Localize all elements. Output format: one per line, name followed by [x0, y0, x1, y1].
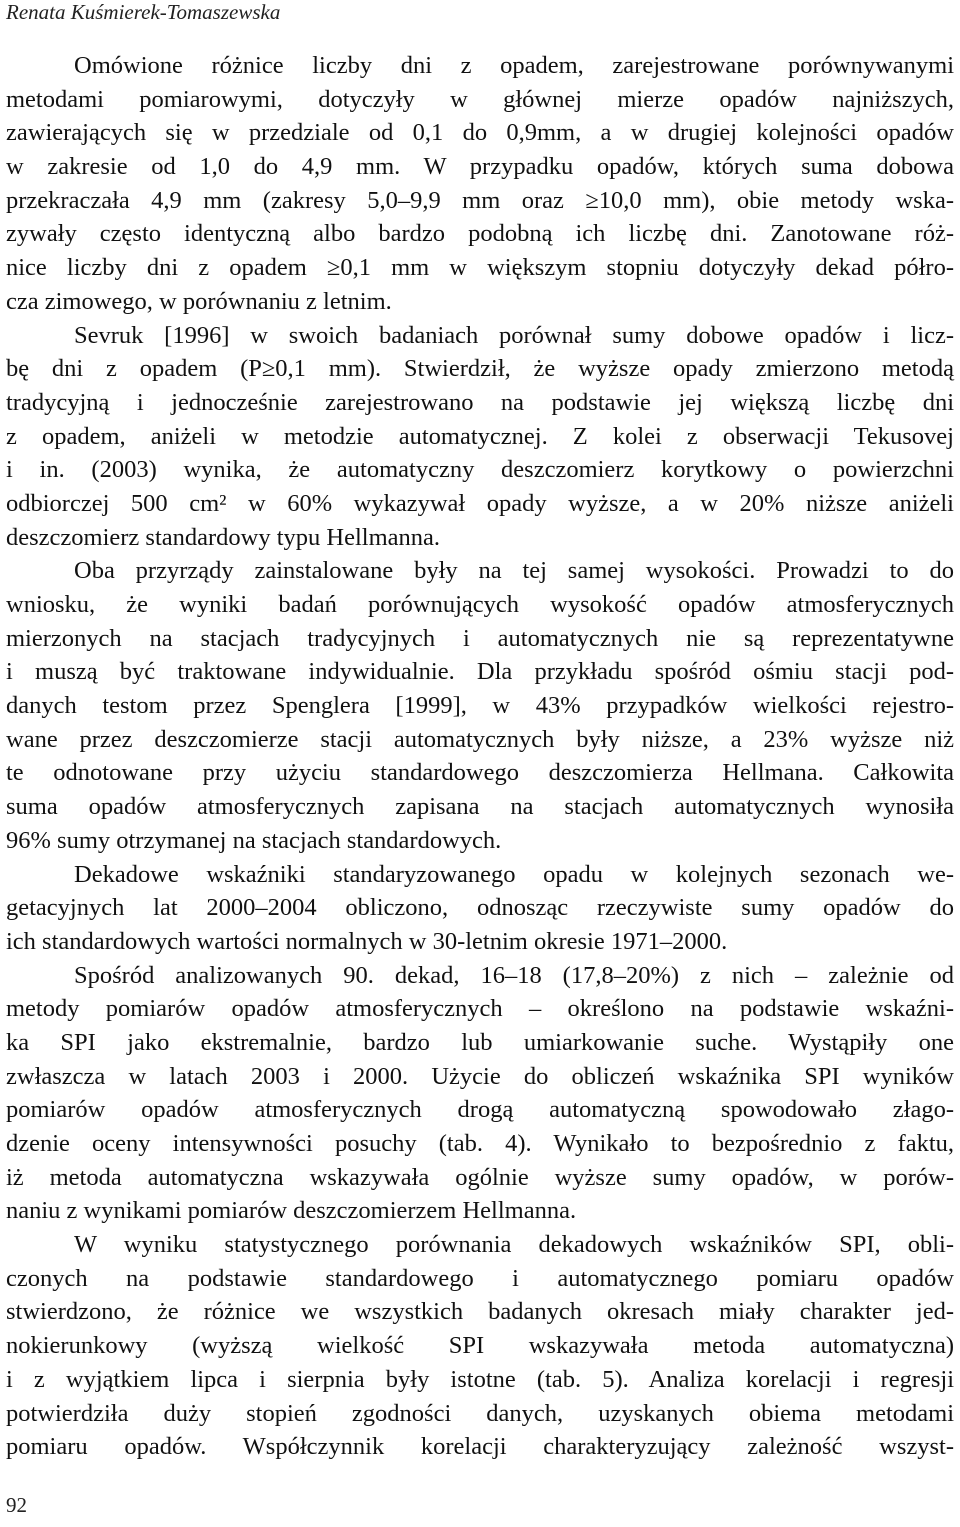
- text-line: przekraczała 4,9 mm (zakresy 5,0–9,9 mm oraz ≥10,0 mm), obie metody wska-: [6, 186, 954, 214]
- text-line: Dekadowe wskaźniki standaryzowanego opadu w kolejnych sezonach we-: [74, 860, 954, 888]
- text-line: nokierunkowy (wyższą wielkość SPI wskazywała metoda automatyczna): [6, 1332, 954, 1360]
- text-line: Omówione różnice liczby dni z opadem, zarejestrowane porównywanymi: [74, 52, 954, 79]
- text-line: ich standardowych wartości normalnych w 30-letnim okresie 1971–2000.: [6, 927, 728, 955]
- text-line: w zakresie od 1,0 do 4,9 mm. W przypadku opadów, których suma dobowa: [6, 153, 954, 181]
- text-line: W wyniku statystycznego porównania dekadowych wskaźników SPI, obli-: [74, 1231, 954, 1259]
- text-line: dzenie oceny intensywności posuchy (tab. 4). Wynikało to bezpośrednio z faktu,: [6, 1130, 954, 1157]
- text-line: te odnotowane przy użyciu standardowego deszczomierza Hellmana. Całkowita: [6, 759, 954, 787]
- text-line: mierzonych na stacjach tradycyjnych i automatycznych nie są reprezentatywne: [6, 624, 954, 652]
- text-line: cza zimowego, w porównaniu z letnim.: [6, 287, 392, 315]
- text-line: getacyjnych lat 2000–2004 obliczono, odnosząc rzeczywiste sumy opadów do: [6, 894, 954, 922]
- text-line: wane przez deszczomierze stacji automatycznych były niższe, a 23% wyższe niż: [6, 725, 954, 753]
- text-line: zawierających się w przedziale od 0,1 do 0,9mm, a w drugiej kolejności opadów: [6, 119, 954, 147]
- text-line: pomiaru opadów. Współczynnik korelacji charakteryzujący zależność wszyst-: [6, 1433, 954, 1461]
- text-line: suma opadów atmosferycznych zapisana na stacjach automatycznych wynosiła: [6, 793, 954, 821]
- text-line: i in. (2003) wynika, że automatyczny deszczomierz korytkowy o powierzchni: [6, 456, 954, 484]
- text-line: stwierdzono, że różnice we wszystkich badanych okresach miały charakter jed-: [6, 1298, 954, 1326]
- text-line: zywały często identyczną albo bardzo podobną ich liczbę dni. Zanotowane róż-: [6, 220, 954, 248]
- text-line: iż metoda automatyczna wskazywała ogólnie wyższe sumy opadów, w porów-: [6, 1163, 954, 1191]
- running-head: Renata Kuśmierek-Tomaszewska: [6, 0, 281, 24]
- text-line: Spośród analizowanych 90. dekad, 16–18 (17,8–20%) z nich – zależnie od: [74, 961, 954, 989]
- text-line: bę dni z opadem (P≥0,1 mm). Stwierdził, że wyższe opady zmierzono metodą: [6, 355, 954, 383]
- page-number: 92: [6, 1493, 27, 1517]
- text-line: z opadem, aniżeli w metodzie automatycznej. Z kolei z obserwacji Tekusovej: [6, 422, 954, 450]
- text-line: nice liczby dni z opadem ≥0,1 mm w większym stopniu dotyczyły dekad półro-: [6, 254, 954, 282]
- text-line: metodami pomiarowymi, dotyczyły w głównej mierze opadów najniższych,: [6, 85, 954, 113]
- text-line: Oba przyrządy zainstalowane były na tej samej wysokości. Prowadzi to do: [74, 557, 954, 585]
- text-line: czonych na podstawie standardowego i automatycznego pomiaru opadów: [6, 1264, 954, 1292]
- text-line: wniosku, że wyniki badań porównujących wysokość opadów atmosferycznych: [6, 591, 954, 618]
- text-line: potwierdziła duży stopień zgodności danych, uzyskanych obiema metodami: [6, 1399, 954, 1427]
- text-line: i z wyjątkiem lipca i sierpnia były istotne (tab. 5). Analiza korelacji i regresji: [6, 1365, 954, 1393]
- text-line: ka SPI jako ekstremalnie, bardzo lub umiarkowanie suche. Wystąpiły one: [6, 1028, 954, 1056]
- body-text: [6, 49, 954, 1464]
- text-line: Sevruk [1996] w swoich badaniach porównał sumy dobowe opadów i licz-: [74, 321, 954, 349]
- text-line: odbiorczej 500 cm² w 60% wykazywał opady wyższe, a w 20% niższe aniżeli: [6, 489, 954, 517]
- text-line: deszczomierz standardowy typu Hellmanna.: [6, 523, 441, 551]
- text-line: i muszą być traktowane indywidualnie. Dla przykładu spośród ośmiu stacji pod-: [6, 658, 954, 686]
- text-line: pomiarów opadów atmosferycznych drogą automatyczną spowodowało złago-: [6, 1096, 954, 1124]
- text-line: tradycyjną i jednocześnie zarejestrowano na podstawie jej większą liczbę dni: [6, 388, 954, 416]
- text-line: metody pomiarów opadów atmosferycznych – określono na podstawie wskaźni-: [6, 995, 954, 1023]
- text-line: zwłaszcza w latach 2003 i 2000. Użycie do obliczeń wskaźnika SPI wyników: [6, 1062, 954, 1090]
- text-line: danych testom przez Spenglera [1999], w 43% przypadków wielkości rejestro-: [6, 692, 954, 720]
- text-line: naniu z wynikami pomiarów deszczomierzem Hellmanna.: [6, 1197, 577, 1225]
- text-line: 96% sumy otrzymanej na stacjach standardowych.: [6, 826, 502, 854]
